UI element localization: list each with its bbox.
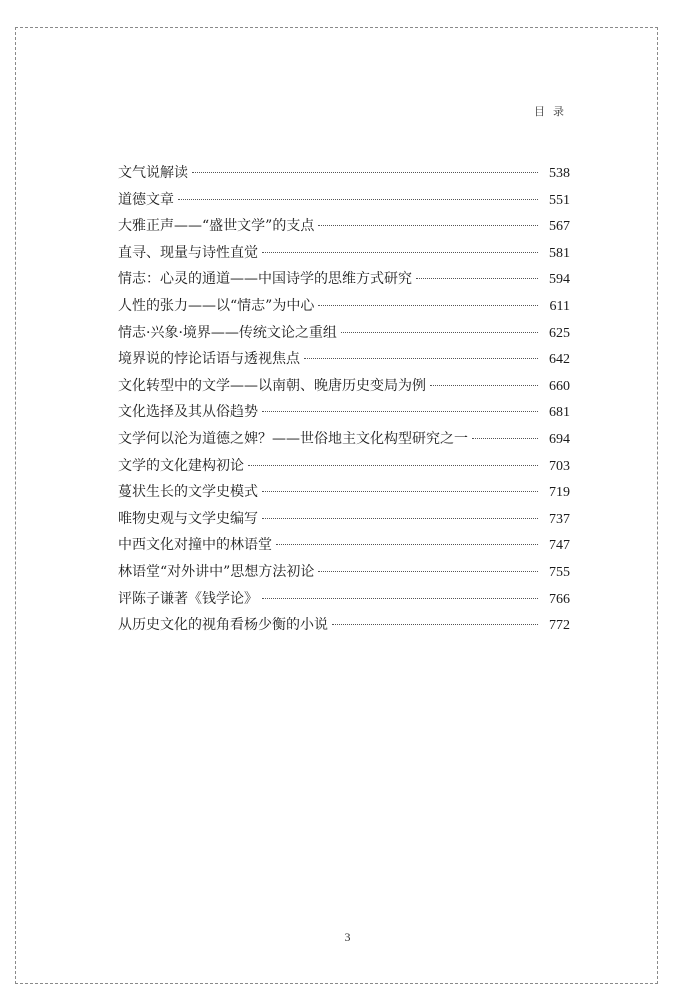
toc-entry-title: 评陈子谦著《钱学论》: [118, 590, 258, 607]
toc-entry[interactable]: [118, 293, 570, 320]
toc-entry-title: 文化转型中的文学——以南朝、晚唐历史变局为例: [118, 377, 426, 394]
toc-entry[interactable]: [118, 426, 570, 453]
toc-entry-page: 551: [549, 192, 570, 208]
toc-entry[interactable]: [118, 266, 570, 293]
toc-entry[interactable]: [118, 612, 570, 639]
toc-leader: [262, 491, 538, 492]
toc-entry[interactable]: [118, 453, 570, 480]
toc-leader: [262, 252, 538, 253]
toc-entry[interactable]: [118, 346, 570, 373]
toc-entry-title: 文学何以沦为道德之婢？——世俗地主文化构型研究之一: [118, 430, 468, 447]
toc-entry[interactable]: [118, 320, 570, 347]
toc-leader: [318, 305, 538, 306]
toc-leader: [318, 225, 538, 226]
toc-entry[interactable]: [118, 586, 570, 613]
toc-entry-page: 681: [549, 405, 570, 421]
toc-entry-title: 文气说解读: [118, 165, 188, 181]
toc-entry[interactable]: [118, 160, 570, 187]
toc-leader: [416, 278, 538, 279]
toc-leader: [178, 199, 538, 200]
toc-entry-title: 文学的文化建构初论: [118, 457, 244, 474]
toc-entry-title: 境界说的悖论话语与透视焦点: [118, 351, 300, 368]
toc-entry[interactable]: [118, 240, 570, 267]
toc-entry-title: 道德文章: [118, 191, 174, 208]
page-number: 3: [344, 930, 351, 944]
toc-entry[interactable]: [118, 373, 570, 400]
toc-leader: [430, 385, 538, 386]
toc-entry-page: 594: [549, 272, 570, 288]
toc-entry-page: 766: [549, 591, 570, 607]
toc-entry-page: 611: [549, 298, 570, 314]
toc-entry-page: 755: [549, 564, 570, 580]
toc-entry-page: 581: [549, 245, 570, 261]
toc-entry[interactable]: [118, 399, 570, 426]
toc-entry-page: 538: [549, 166, 570, 181]
toc-entry-page: 660: [549, 378, 570, 394]
toc-entry-title: 唯物史观与文学史编写: [118, 510, 258, 527]
toc-leader: [318, 571, 538, 572]
toc-leader: [248, 465, 538, 466]
toc-leader: [276, 544, 538, 545]
toc-entry-page: 703: [549, 458, 570, 474]
toc-entry-page: 737: [549, 511, 570, 527]
toc-entry[interactable]: [118, 213, 570, 240]
toc-entry-title: 林语堂“对外讲中”思想方法初论: [118, 563, 315, 580]
toc-entry-page: 625: [549, 325, 570, 341]
toc-entry-page: 772: [549, 618, 570, 634]
toc-entry[interactable]: [118, 187, 570, 214]
toc-leader: [262, 518, 538, 519]
toc-entry-page: 694: [549, 431, 570, 447]
toc-entry[interactable]: [118, 559, 570, 586]
toc-entry-title: 情志：心灵的通道——中国诗学的思维方式研究: [118, 271, 412, 288]
toc-entry-title: 蔓状生长的文学史模式: [118, 484, 258, 501]
running-header: 目录: [534, 105, 572, 118]
toc-leader: [304, 358, 538, 359]
toc-entry-page: 642: [549, 352, 570, 368]
toc-leader: [472, 438, 538, 439]
toc-leader: [332, 624, 538, 625]
toc-entry[interactable]: [118, 479, 570, 506]
toc-entry-page: 719: [549, 485, 570, 501]
toc-leader: [192, 172, 538, 173]
toc-entry-title: 直寻、现量与诗性直觉: [118, 244, 258, 261]
table-of-contents: [118, 160, 570, 639]
toc-leader: [262, 411, 538, 412]
toc-entry-page: 747: [549, 538, 570, 554]
toc-leader: [262, 598, 538, 599]
toc-leader: [341, 332, 538, 333]
toc-entry-title: 中西文化对撞中的林语堂: [118, 537, 272, 554]
toc-entry[interactable]: [118, 506, 570, 533]
toc-entry-title: 文化选择及其从俗趋势: [118, 404, 258, 421]
toc-entry-title: 人性的张力——以“情志”为中心: [118, 297, 315, 314]
toc-entry[interactable]: [118, 532, 570, 559]
toc-entry-title: 情志·兴象·境界——传统文论之重组: [118, 324, 337, 341]
toc-entry-page: 567: [549, 219, 570, 235]
toc-entry-title: 从历史文化的视角看杨少衡的小说: [118, 617, 328, 634]
toc-entry-title: 大雅正声——“盛世文学”的支点: [118, 218, 315, 235]
